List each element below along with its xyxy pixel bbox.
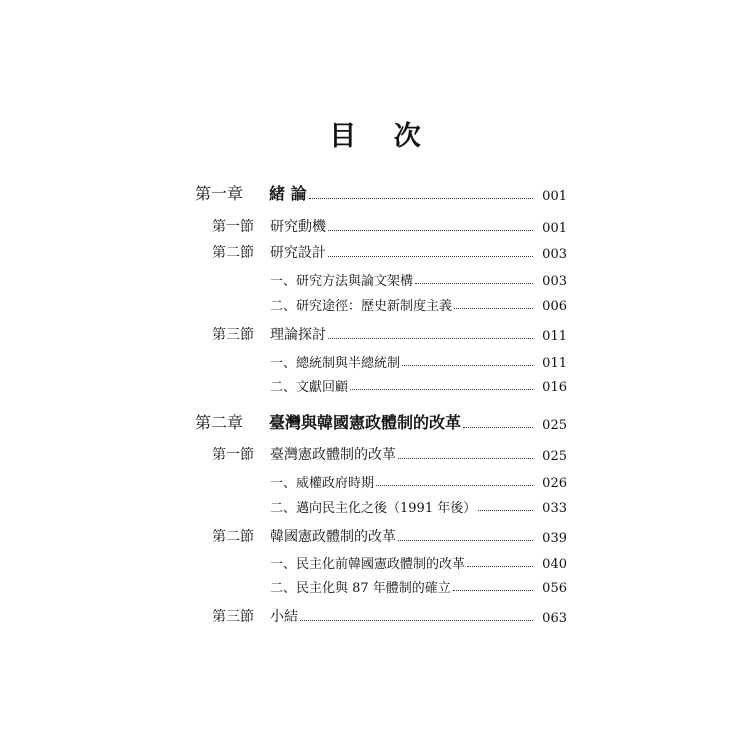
entry-label: 研究動機 xyxy=(270,219,326,235)
entry-number: 第一章 xyxy=(195,184,244,203)
entry-page: 006 xyxy=(542,299,567,314)
entry-page: 039 xyxy=(542,531,567,546)
dot-leader xyxy=(328,230,533,231)
toc-entry-sub-1-3-2[interactable] xyxy=(270,375,567,395)
toc-entry-sub-1-2-1[interactable] xyxy=(270,269,567,289)
toc-entry-chapter-2[interactable] xyxy=(195,413,567,433)
dot-leader xyxy=(328,256,533,257)
toc-entry-section-1-2[interactable] xyxy=(212,242,567,262)
entry-page: 025 xyxy=(542,449,567,464)
entry-label: 一、總統制與半總統制 xyxy=(270,356,401,371)
entry-label: 臺灣憲政體制的改革 xyxy=(270,447,396,463)
entry-page: 063 xyxy=(542,611,567,626)
entry-label: 理論探討 xyxy=(270,327,326,343)
toc-entry-sub-2-2-2[interactable] xyxy=(270,576,567,596)
dot-leader xyxy=(453,590,533,591)
dot-leader xyxy=(309,198,533,199)
entry-page: 011 xyxy=(542,329,567,344)
toc-entry-sub-1-2-2[interactable] xyxy=(270,294,567,314)
toc-entry-sub-2-1-1[interactable] xyxy=(270,471,567,491)
entry-page: 040 xyxy=(542,557,567,572)
toc-entry-section-2-3[interactable] xyxy=(212,606,567,626)
dot-leader xyxy=(398,540,533,541)
entry-page: 011 xyxy=(542,356,567,371)
entry-label: 臺灣與韓國憲政體制的改革 xyxy=(269,413,462,432)
entry-page: 056 xyxy=(542,581,567,596)
dot-leader xyxy=(376,485,533,486)
dot-leader xyxy=(398,458,533,459)
entry-number: 第二節 xyxy=(212,529,254,545)
dot-leader xyxy=(300,620,533,621)
dot-leader xyxy=(350,389,533,390)
entry-label: 緒 論 xyxy=(269,184,307,203)
dot-leader xyxy=(402,365,533,366)
toc-entry-sub-2-1-2[interactable] xyxy=(270,496,567,516)
entry-page: 001 xyxy=(542,189,567,204)
dot-leader xyxy=(463,427,533,428)
entry-page: 033 xyxy=(542,501,567,516)
toc-entry-section-1-1[interactable] xyxy=(212,216,567,236)
entry-page: 003 xyxy=(542,247,567,262)
entry-label: 二、民主化與 87 年體制的確立 xyxy=(270,581,451,596)
entry-label: 二、邁向民主化之後（1991 年後） xyxy=(270,501,477,516)
toc-entry-section-1-3[interactable] xyxy=(212,324,567,344)
entry-number: 第一節 xyxy=(212,447,254,463)
toc-entry-section-2-2[interactable] xyxy=(212,526,567,546)
toc-entry-section-2-1[interactable] xyxy=(212,444,567,464)
entry-label: 研究設計 xyxy=(270,245,326,261)
entry-page: 026 xyxy=(542,476,567,491)
page-title: 目 次 xyxy=(329,121,435,152)
entry-label: 一、研究方法與論文架構 xyxy=(270,274,414,289)
entry-number: 第一節 xyxy=(212,219,254,235)
entry-page: 001 xyxy=(542,221,567,236)
entry-label: 一、威權政府時期 xyxy=(270,476,375,491)
entry-page: 025 xyxy=(542,418,567,433)
entry-number: 第二章 xyxy=(195,413,244,432)
entry-number: 第三節 xyxy=(212,327,254,343)
toc-entry-chapter-1[interactable] xyxy=(195,184,567,204)
toc-entry-sub-2-2-1[interactable] xyxy=(270,552,567,572)
dot-leader xyxy=(478,510,533,511)
dot-leader xyxy=(328,338,533,339)
dot-leader xyxy=(467,566,533,567)
dot-leader xyxy=(415,283,533,284)
entry-page: 016 xyxy=(542,380,567,395)
entry-page: 003 xyxy=(542,274,567,289)
entry-label: 一、民主化前韓國憲政體制的改革 xyxy=(270,557,466,572)
toc-entry-sub-1-3-1[interactable] xyxy=(270,351,567,371)
entry-label: 二、文獻回顧 xyxy=(270,380,349,395)
dot-leader xyxy=(454,308,533,309)
entry-label: 韓國憲政體制的改革 xyxy=(270,529,396,545)
entry-label: 小結 xyxy=(270,609,298,625)
entry-label: 二、研究途徑：歷史新制度主義 xyxy=(270,299,453,314)
entry-number: 第三節 xyxy=(212,609,254,625)
entry-number: 第二節 xyxy=(212,245,254,261)
